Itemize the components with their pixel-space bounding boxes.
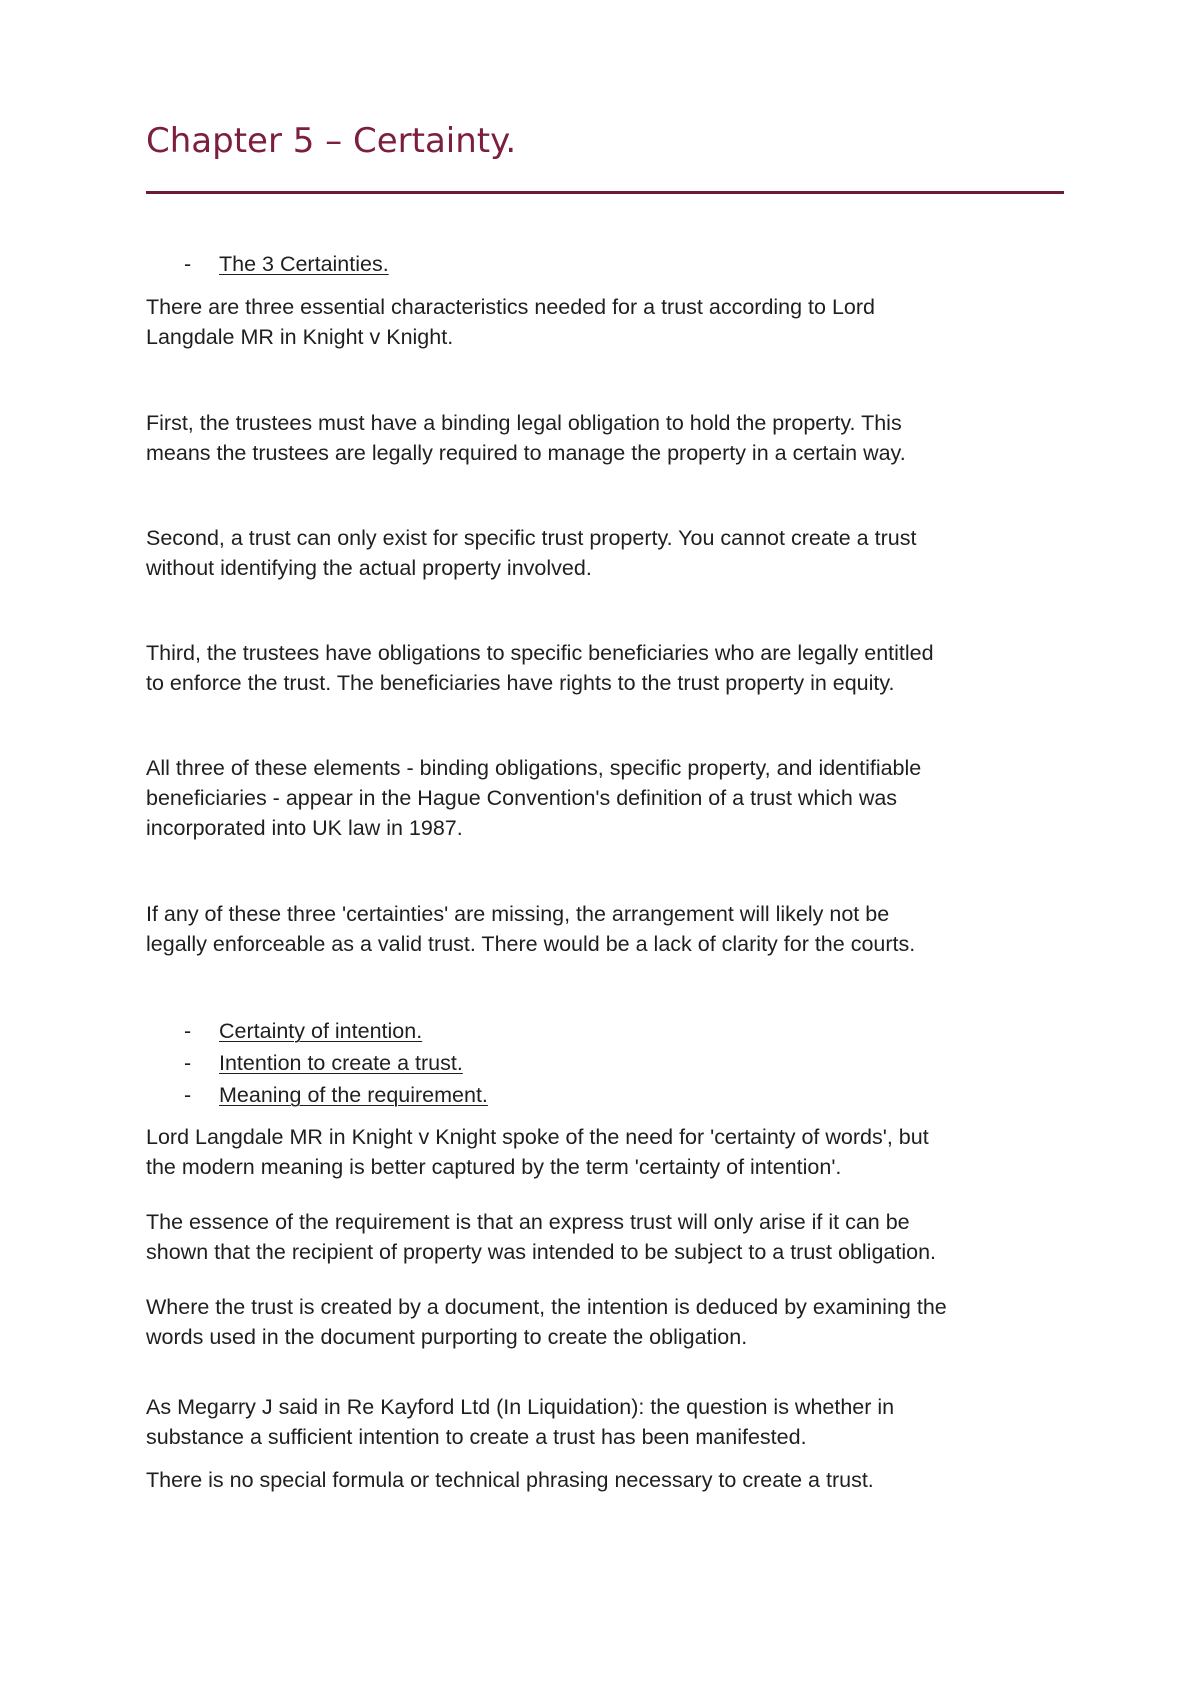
paragraph-line: the modern meaning is better captured by the term 'certainty of intention'. [146,1155,842,1179]
paragraph-line: Third, the trustees have obligations to specific beneficiaries who are legally entitled [146,641,934,665]
paragraph-line: substance a sufficient intention to create a trust has been manifested. [146,1425,807,1449]
paragraph-line: without identifying the actual property involved. [146,556,592,580]
bullet-dash: - [184,1083,192,1107]
paragraph-line: legally enforceable as a valid trust. There would be a lack of clarity for the courts. [146,932,916,956]
paragraph [146,292,875,352]
paragraph [146,1292,947,1352]
paragraph [146,1122,929,1182]
paragraph-line: First, the trustees must have a binding legal obligation to hold the property. This [146,411,902,435]
paragraph [146,1465,874,1495]
paragraph-line: words used in the document purporting to create the obligation. [146,1325,748,1349]
paragraph-line: Second, a trust can only exist for specific trust property. You cannot create a trust [146,526,917,550]
subheading-meaning-of-requirement: Meaning of the requirement. [219,1083,488,1107]
paragraph-line: to enforce the trust. The beneficiaries have rights to the trust property in equity. [146,671,895,695]
paragraph-line: Where the trust is created by a document, the intention is deduced by examining the [146,1295,947,1319]
chapter-title: Chapter 5 – Certainty. [146,121,517,161]
paragraph-line: Langdale MR in Knight v Knight. [146,325,454,349]
paragraph-line: As Megarry J said in Re Kayford Ltd (In Liquidation): the question is whether in [146,1395,895,1419]
paragraph [146,638,934,698]
paragraph-line: If any of these three 'certainties' are missing, the arrangement will likely not be [146,902,890,926]
bullet-dash: - [184,1051,192,1075]
paragraph [146,408,906,468]
paragraph [146,1207,936,1267]
section-heading-three-certainties: The 3 Certainties. [219,252,389,276]
paragraph-line: The essence of the requirement is that an express trust will only arise if it can be [146,1210,910,1234]
paragraph [146,1392,894,1452]
paragraph-line: beneficiaries - appear in the Hague Convention's definition of a trust which was [146,786,898,810]
paragraph [146,523,916,583]
bullet-dash: - [184,1019,192,1043]
paragraph [146,753,921,843]
paragraph-line: Lord Langdale MR in Knight v Knight spoke of the need for 'certainty of words', but [146,1125,929,1149]
paragraph-line: There is no special formula or technical phrasing necessary to create a trust. [146,1468,874,1492]
paragraph-line: shown that the recipient of property was intended to be subject to a trust obligation. [146,1240,937,1264]
subheading-intention-to-create-trust: Intention to create a trust. [219,1051,463,1075]
paragraph-line: incorporated into UK law in 1987. [146,816,463,840]
paragraph-line: means the trustees are legally required to manage the property in a certain way. [146,441,906,465]
section-heading-certainty-of-intention: Certainty of intention. [219,1019,423,1043]
paragraph-line: There are three essential characteristics needed for a trust according to Lord [146,295,875,319]
paragraph-line: All three of these elements - binding obligations, specific property, and identifiable [146,756,922,780]
paragraph [146,899,915,959]
title-underline-rule [146,191,1064,194]
bullet-dash: - [184,252,192,276]
